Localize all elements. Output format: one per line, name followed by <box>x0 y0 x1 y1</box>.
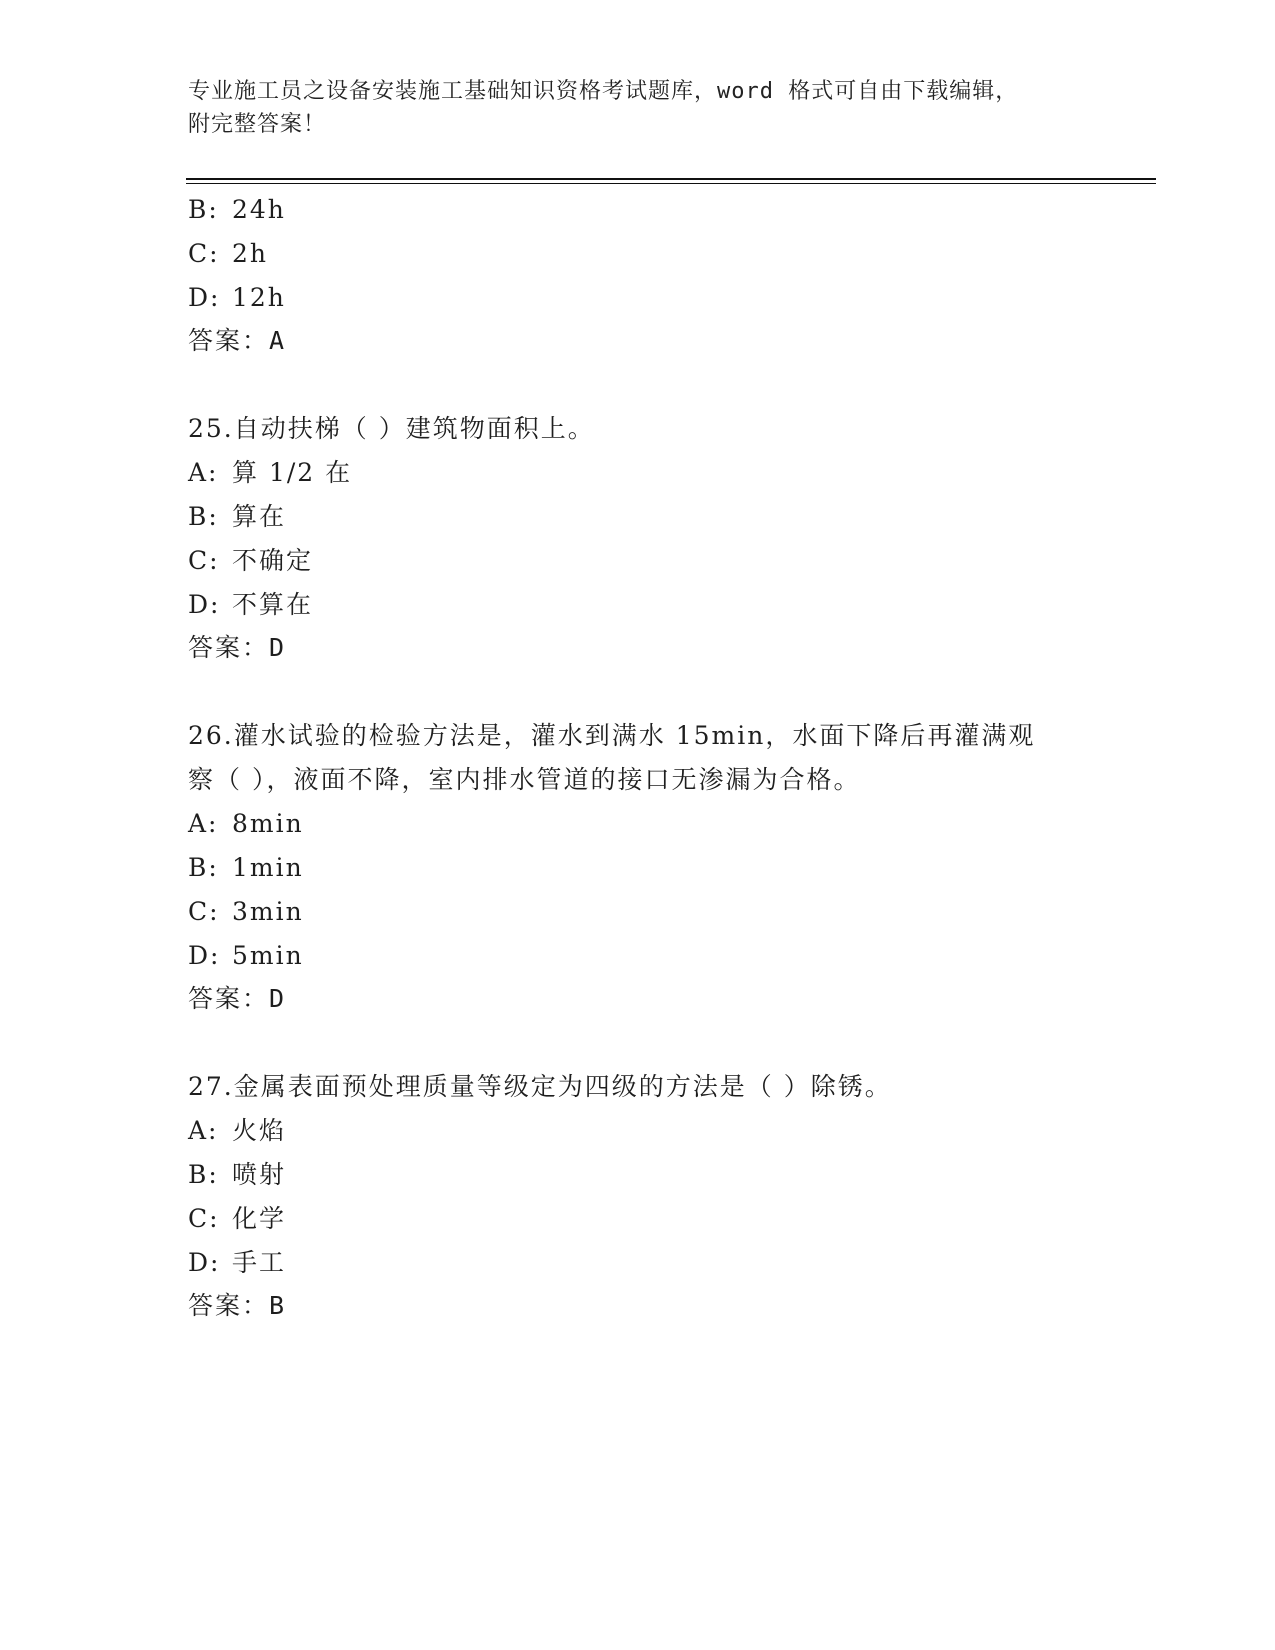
option-d <box>188 938 304 974</box>
option-text: 算 1/2 在 <box>232 458 353 487</box>
option-label: A: <box>188 809 219 838</box>
answer-label: 答案： <box>188 984 270 1013</box>
option-text: 1min <box>232 853 304 882</box>
answer-value: A <box>269 326 287 355</box>
option-label: D: <box>188 1248 221 1277</box>
document-header <box>188 75 1068 141</box>
option-b <box>188 1157 286 1193</box>
option-text: 喷射 <box>232 1160 287 1189</box>
answer-line <box>188 981 286 1017</box>
header-line-2: 附完整答案！ <box>188 112 327 137</box>
option-c <box>188 894 304 930</box>
question-25-stem: 25.自动扶梯（ ）建筑物面积上。 <box>188 414 595 443</box>
header-line-1: 专业施工员之设备安装施工基础知识资格考试题库，word 格式可自由下载编辑， <box>188 79 1019 104</box>
option-label: D: <box>188 283 221 312</box>
option-text: 8min <box>232 809 304 838</box>
option-a <box>188 455 352 491</box>
option-label: A: <box>188 1116 219 1145</box>
option-text: 12h <box>232 283 286 312</box>
option-text: 2h <box>232 239 269 268</box>
option-label: D: <box>188 590 221 619</box>
option-c <box>188 236 268 272</box>
answer-label: 答案： <box>188 326 270 355</box>
question-26-stem-line-2: 察（ ），液面不降，室内排水管道的接口无渗漏为合格。 <box>188 765 861 794</box>
option-label: B: <box>188 853 219 882</box>
option-label: C: <box>188 1204 220 1233</box>
answer-value: D <box>269 984 287 1013</box>
option-text: 手工 <box>232 1248 287 1277</box>
option-label: C: <box>188 897 220 926</box>
answer-line <box>188 1288 286 1324</box>
option-a <box>188 806 304 842</box>
answer-label: 答案： <box>188 633 270 662</box>
option-d <box>188 587 313 623</box>
option-text: 不算在 <box>232 590 314 619</box>
option-b <box>188 192 286 228</box>
option-label: C: <box>188 546 220 575</box>
option-label: B: <box>188 195 219 224</box>
option-label: B: <box>188 502 219 531</box>
option-text: 火焰 <box>232 1116 287 1145</box>
option-text: 化学 <box>232 1204 287 1233</box>
option-text: 不确定 <box>232 546 314 575</box>
option-a <box>188 1113 286 1149</box>
option-d <box>188 1245 286 1281</box>
option-label: D: <box>188 941 221 970</box>
header-divider-thin <box>186 183 1156 184</box>
option-text: 5min <box>232 941 304 970</box>
option-c <box>188 1201 286 1237</box>
answer-value: D <box>269 633 287 662</box>
option-b <box>188 499 286 535</box>
option-b <box>188 850 304 886</box>
option-label: C: <box>188 239 220 268</box>
option-text: 3min <box>232 897 304 926</box>
question-27-stem: 27.金属表面预处理质量等级定为四级的方法是（ ）除锈。 <box>188 1072 892 1101</box>
option-d <box>188 280 286 316</box>
option-c <box>188 543 313 579</box>
option-text: 24h <box>232 195 286 224</box>
answer-label: 答案： <box>188 1291 270 1320</box>
header-divider-thick <box>186 178 1156 180</box>
answer-line <box>188 323 286 359</box>
answer-value: B <box>269 1291 287 1320</box>
option-label: A: <box>188 458 219 487</box>
question-26-stem-line-1: 26.灌水试验的检验方法是，灌水到满水 15min，水面下降后再灌满观 <box>188 721 1036 750</box>
answer-line <box>188 630 286 666</box>
option-label: B: <box>188 1160 219 1189</box>
option-text: 算在 <box>232 502 287 531</box>
